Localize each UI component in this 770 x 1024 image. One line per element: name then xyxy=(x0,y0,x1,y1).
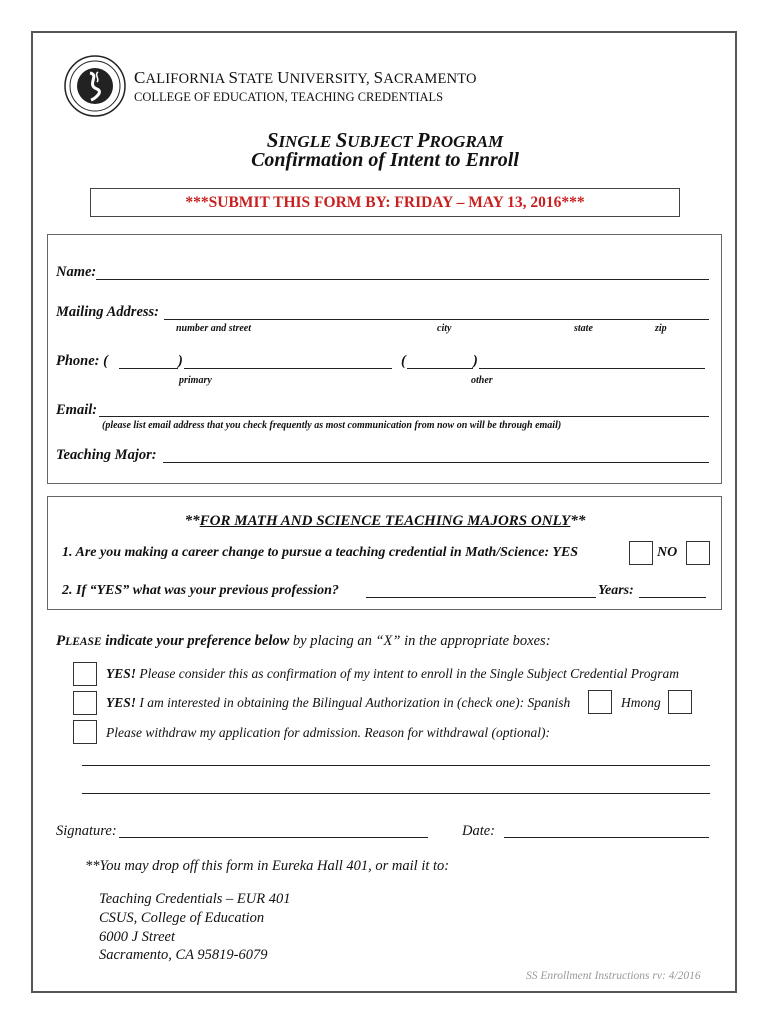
email-field[interactable] xyxy=(99,416,709,417)
program-title-part: UBJECT xyxy=(347,132,417,151)
name-field[interactable] xyxy=(96,279,709,280)
university-name-part: S xyxy=(373,68,384,87)
bilingual-authorization-checkbox[interactable] xyxy=(73,691,97,715)
mailing-address-line-1: Teaching Credentials – EUR 401 xyxy=(99,891,291,907)
address-hint-zip: zip xyxy=(655,323,667,334)
date-label: Date: xyxy=(462,823,496,839)
phone-hint-other: other xyxy=(471,375,493,386)
preference-instructions: PLEASE indicate your preference below by placing an “X” in the appropriate boxes: xyxy=(56,633,551,649)
deadline-text: ***SUBMIT THIS FORM BY: FRIDAY – MAY 13, 2016*** xyxy=(185,194,585,211)
program-title-part: S xyxy=(335,128,348,152)
university-seal-logo xyxy=(64,55,126,117)
university-name-part: ACRAMENTO xyxy=(383,71,477,87)
university-name-part: C xyxy=(134,68,146,87)
address-hint-city: city xyxy=(437,323,452,334)
date-field[interactable] xyxy=(504,837,709,838)
phone-other-area-code-field[interactable] xyxy=(407,368,473,369)
program-title-part: ROGRAM xyxy=(429,132,504,151)
university-name-part: ALIFORNIA xyxy=(145,71,229,87)
math-science-heading: **FOR MATH AND SCIENCE TEACHING MAJORS ONLY** xyxy=(184,513,586,529)
withdrawal-reason-line-1[interactable] xyxy=(82,765,710,766)
option-withdraw: Please withdraw my application for admission. Reason for withdrawal (optional): xyxy=(106,725,550,740)
question-career-change: 1. Are you making a career change to pursue a teaching credential in Math/Science: YES xyxy=(62,545,579,560)
phone-primary-field[interactable] xyxy=(184,368,392,369)
address-hint-street: number and street xyxy=(176,323,252,334)
phone-label: Phone: ( xyxy=(56,353,108,369)
program-title-part: P xyxy=(416,128,430,152)
phone-paren-open-2: ( xyxy=(401,353,406,369)
mailing-address-field[interactable] xyxy=(164,319,709,320)
form-title: Confirmation of Intent to Enroll xyxy=(251,149,519,171)
revision-footer: SS Enrollment Instructions rv: 4/2016 xyxy=(526,970,701,982)
mailing-address-line-4: Sacramento, CA 95819-6079 xyxy=(99,947,268,963)
university-name xyxy=(134,68,477,88)
mailing-address-line-2: CSUS, College of Education xyxy=(99,910,265,926)
withdraw-checkbox[interactable] xyxy=(73,720,97,744)
years-field[interactable] xyxy=(639,597,706,598)
university-name-part: TATE xyxy=(238,71,278,87)
university-name-part: S xyxy=(228,68,239,87)
hmong-checkbox[interactable] xyxy=(668,690,692,714)
teaching-major-field[interactable] xyxy=(163,462,709,463)
previous-profession-field[interactable] xyxy=(366,597,596,598)
phone-paren-close: ) xyxy=(178,353,183,369)
withdrawal-reason-line-2[interactable] xyxy=(82,793,710,794)
program-title-part: S xyxy=(266,128,279,152)
name-label: Name: xyxy=(56,264,97,280)
option-bilingual-authorization: YES! I am interested in obtaining the Bilingual Authorization in (check one): Spanish xyxy=(106,695,571,710)
university-name-part: U xyxy=(277,68,290,87)
email-hint: (please list email address that you check frequently as most communication from now on will be through email) xyxy=(102,420,562,431)
university-name-part: NIVERSITY, xyxy=(289,71,374,87)
mailing-address-line-3: 6000 J Street xyxy=(99,929,175,945)
signature-field[interactable] xyxy=(119,837,428,838)
hmong-label: Hmong xyxy=(621,695,661,710)
address-hint-state: state xyxy=(574,323,593,334)
question-previous-profession: 2. If “YES” what was your previous profession? xyxy=(62,583,339,598)
phone-other-field[interactable] xyxy=(479,368,705,369)
phone-hint-primary: primary xyxy=(179,375,212,386)
signature-label: Signature: xyxy=(56,823,117,839)
career-change-no-checkbox[interactable] xyxy=(686,541,710,565)
option-confirm-enroll: YES! Please consider this as confirmation of my intent to enroll in the Single Subject Credential Program xyxy=(106,666,679,681)
dropoff-instructions: **You may drop off this form in Eureka Hall 401, or mail it to: xyxy=(85,858,450,874)
years-label: Years: xyxy=(598,583,634,598)
college-name: COLLEGE OF EDUCATION, TEACHING CREDENTIALS xyxy=(134,90,444,104)
phone-paren-close-2: ) xyxy=(473,353,478,369)
deadline-box xyxy=(90,188,680,217)
teaching-major-label: Teaching Major: xyxy=(56,447,157,463)
spanish-checkbox[interactable] xyxy=(588,690,612,714)
confirm-enroll-checkbox[interactable] xyxy=(73,662,97,686)
career-change-yes-checkbox[interactable] xyxy=(629,541,653,565)
program-title-part: INGLE xyxy=(278,132,336,151)
email-label: Email: xyxy=(56,402,98,418)
mailing-address-label: Mailing Address: xyxy=(56,304,159,320)
career-change-no-label: NO xyxy=(657,545,678,560)
phone-primary-area-code-field[interactable] xyxy=(119,368,178,369)
